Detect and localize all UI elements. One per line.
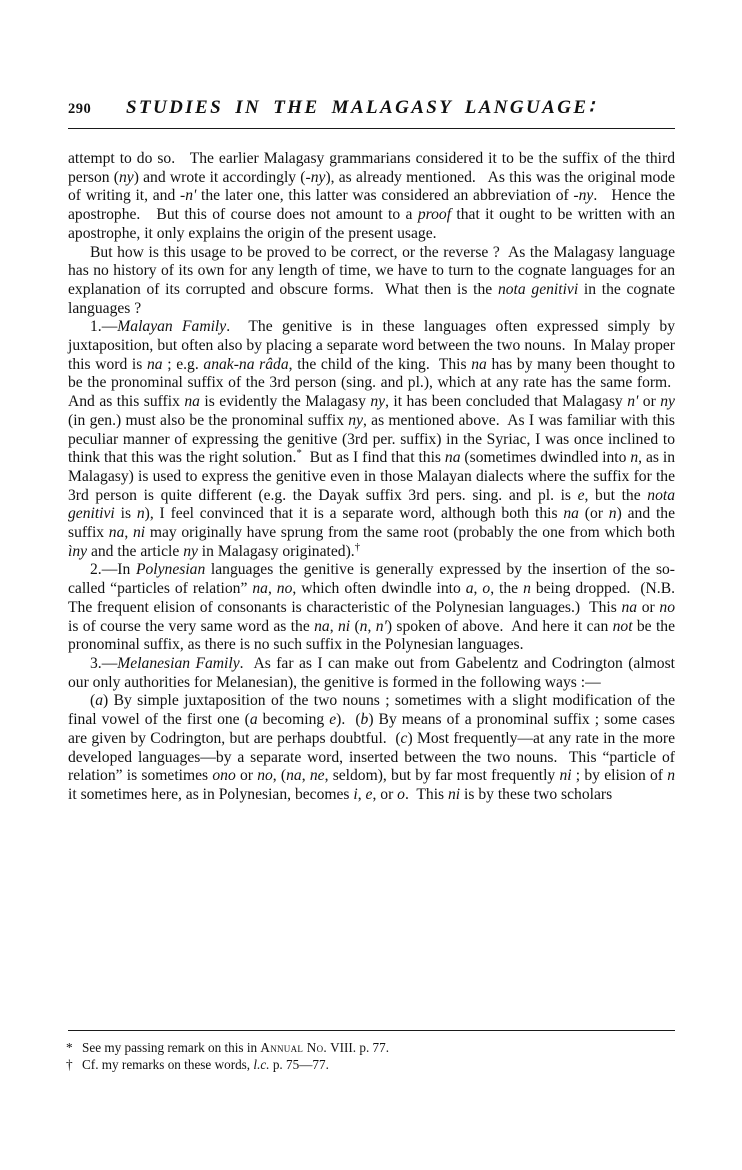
footnote-separator-rule [68, 1030, 675, 1031]
footnote-asterisk-before: See my passing remark on this in [82, 1040, 261, 1055]
footnote-marker-asterisk: * [296, 447, 302, 460]
running-head-title: STUDIES IN THE MALAGASY LANGUAGE∶ [126, 97, 596, 118]
footnote-marker-asterisk-ref: * [66, 1040, 73, 1055]
header-rule [68, 128, 675, 129]
paragraph-malayan-family: 1.—Malayan Family. The genitive is in these languages often expressed simply by juxtaposition, but often also by placing a separate word between the two nouns. In Malay proper this word is na ; e.g. anak-na râda, the child of the king. This na has by many been thought to be the pronominal suffix of the 3rd person (sing. and pl.), which at any rate has the same form. And as this suffix na is evidently the Malagasy ny, it has been concluded that Malagasy n' or ny (in gen.) must also be the pronominal suffix ny, as mentioned above. As I was familiar with this peculiar manner of expressing the genitive (3rd per. suffix) in the Syriac, I was once inclined to think that this was the right solution.* But as I find that this na (sometimes dwindled into n, as in Malagasy) is used to express the genitive even in those Malayan dialects where the suffix for the 3rd person is quite different (e.g. the Dayak suffix 3rd pers. sing. and pl. is e, but the nota genitivi is n), I feel convinced that it is a separate word, although both this na (or n) and the suffix na, ni may originally have sprung from the same root (probably the one from which both ìny and the article ny in Malagasy originated).† [68, 318, 676, 560]
footnote-dagger-after: p. 75—77. [269, 1057, 329, 1072]
paragraph-melanesian-family: 3.—Melanesian Family. As far as I can make out from Gabelentz and Codrington (almost our only authorities for Melanesian), the genitive is formed in the following ways :— [68, 654, 676, 691]
page-folio-number: 290 [68, 101, 92, 117]
footnote-marker-dagger-ref: † [66, 1057, 73, 1072]
footnote-asterisk [68, 1039, 675, 1056]
paragraph-cognate-question: But how is this usage to be proved to be correct, or the reverse ? As the Malagasy language has no history of its own for any length of time, we have to turn to the cognate languages for an explanation of its corrupted and obscure forms. What then is the nota genitivi in the cognate languages ? [68, 243, 676, 317]
footnote-marker-dagger: † [354, 540, 361, 553]
running-head [68, 96, 675, 122]
paragraph-melanesian-ways: (a) By simple juxtaposition of the two nouns ; sometimes with a slight modification of the final vowel of the first one (a becoming e). (b) By means of a pronominal suffix ; some cases are given by Codrington, but are perhaps doubtful. (c) Most frequently—at any rate in the more developed languages—by a separate word, inserted between the two nouns. This “particle of relation” is sometimes ono or no, (na, ne, seldom), but by far most frequently ni ; by elision of n it sometimes here, as in Polynesian, becomes i, e, or o. This ni is by these two scholars [68, 692, 676, 803]
body-text-column [68, 150, 675, 805]
footnote-dagger-italic: l.c. [253, 1057, 270, 1072]
footnote-dagger-before: Cf. my remarks on these words, [82, 1057, 254, 1072]
footnote-asterisk-after: VIII. p. 77. [327, 1040, 390, 1055]
paragraph-apostrophe: attempt to do so. The earlier Malagasy grammarians considered it to be the suffix of the third person (ny) and wrote it accordingly (-ny), as already mentioned. As this was the original mode of writing it, and -n' the later one, this latter was considered an abbreviation of -ny. Hence the apostrophe. But this of course does not amount to a proof that it ought to be written with an apostrophe, it only explains the origin of the present usage. [68, 150, 676, 242]
paragraph-polynesian: 2.—In Polynesian languages the genitive is generally expressed by the insertion of the so-called “particles of relation” na, no, which often dwindle into a, o, the n being dropped. (N.B. The frequent elision of consonants is characteristic of the Polynesian languages.) This na or no is of course the very same word as the na, ni (n, n') spoken of above. And here it can not be the pronominal suffix, as there is no such suffix in the Polynesian languages. [68, 561, 676, 654]
footnote-asterisk-smallcaps: Annual No. [260, 1040, 328, 1055]
footnotes-block [68, 1039, 675, 1073]
footnote-dagger [68, 1056, 675, 1073]
